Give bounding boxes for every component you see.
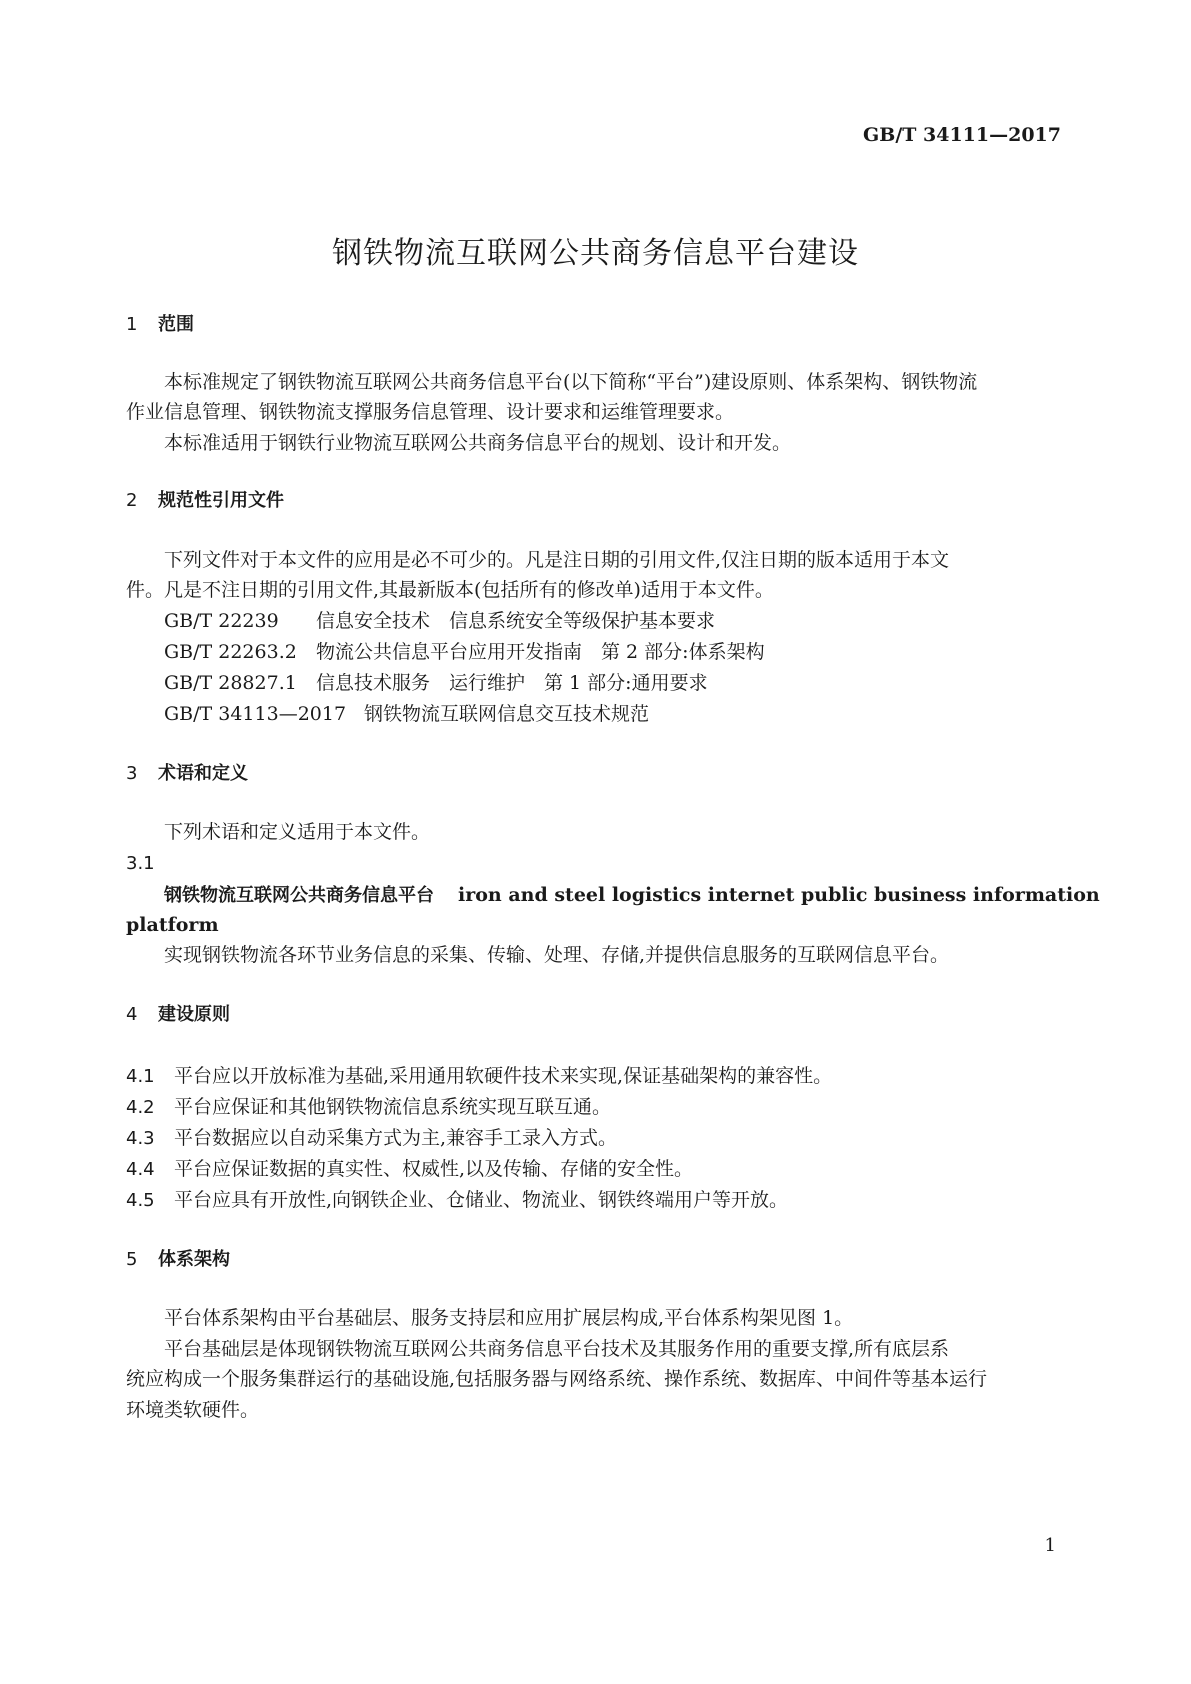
section-2-heading [126, 486, 284, 516]
section-title: 范围 [158, 314, 194, 335]
paragraph-line: 统应构成一个服务集群运行的基础设施,包括服务器与网络系统、操作系统、数据库、中间件等基本运行 [126, 1368, 988, 1390]
paragraph-line: 本标准规定了钢铁物流互联网公共商务信息平台(以下简称“平台”)建设原则、体系架构、钢铁物流 [164, 371, 978, 393]
clause-number: 4.4 [126, 1159, 155, 1180]
reference-code: GB/T 22263.2 [164, 641, 297, 663]
section-1-heading [126, 310, 194, 340]
paragraph-line: 环境类软硬件。 [126, 1399, 260, 1421]
clause-item [126, 1123, 617, 1154]
clause-text: 平台应以开放标准为基础,采用通用软硬件技术来实现,保证基础架构的兼容性。 [174, 1065, 833, 1087]
paragraph-line: 平台基础层是体现钢铁物流互联网公共商务信息平台技术及其服务作用的重要支撑,所有底层系 [164, 1338, 950, 1360]
clause-item [126, 1185, 788, 1216]
clause-item [126, 1061, 832, 1092]
reference-item [164, 606, 715, 636]
clause-number: 4.1 [126, 1066, 155, 1087]
clause-number: 4.2 [126, 1097, 155, 1118]
paragraph-line: 下列文件对于本文件的应用是必不可少的。凡是注日期的引用文件,仅注日期的版本适用于本文 [164, 549, 950, 571]
clause-number: 4.3 [126, 1128, 155, 1149]
reference-item [164, 637, 765, 667]
reference-title: 信息安全技术 信息系统安全等级保护基本要求 [316, 610, 716, 632]
clause-text: 平台应保证数据的真实性、权威性,以及传输、存储的安全性。 [174, 1158, 694, 1180]
term-number: 3.1 [126, 853, 155, 874]
page-number: 1 [1044, 1535, 1056, 1556]
term-english: iron and steel logistics internet public business information [458, 884, 1100, 906]
paragraph: 下列术语和定义适用于本文件。 [164, 821, 431, 843]
reference-title: 物流公共信息平台应用开发指南 第 2 部分:体系架构 [316, 641, 765, 663]
clause-text: 平台应保证和其他钢铁物流信息系统实现互联互通。 [174, 1096, 612, 1118]
section-5-heading [126, 1245, 230, 1275]
section-3-heading [126, 759, 248, 789]
clause-number: 4.5 [126, 1190, 155, 1211]
term-chinese: 钢铁物流互联网公共商务信息平台 [164, 885, 434, 906]
section-number: 5 [126, 1249, 138, 1270]
reference-item [164, 699, 649, 729]
section-title: 术语和定义 [158, 763, 248, 784]
reference-title: 信息技术服务 运行维护 第 1 部分:通用要求 [316, 672, 708, 694]
section-number: 3 [126, 763, 138, 784]
section-title: 建设原则 [158, 1004, 230, 1025]
section-number: 4 [126, 1004, 138, 1025]
reference-code: GB/T 22239 [164, 610, 279, 632]
clause-item [126, 1092, 611, 1123]
term-entry [164, 880, 1100, 911]
section-title: 体系架构 [158, 1249, 230, 1270]
reference-item [164, 668, 708, 698]
clause-item [126, 1154, 693, 1185]
clause-text: 平台应具有开放性,向钢铁企业、仓储业、物流业、钢铁终端用户等开放。 [174, 1189, 789, 1211]
paragraph-line: 作业信息管理、钢铁物流支撑服务信息管理、设计要求和运维管理要求。 [126, 401, 735, 423]
section-number: 2 [126, 490, 138, 511]
clause-text: 平台数据应以自动采集方式为主,兼容手工录入方式。 [174, 1127, 618, 1149]
term-definition: 实现钢铁物流各环节业务信息的采集、传输、处理、存储,并提供信息服务的互联网信息平台。 [164, 944, 950, 966]
section-4-heading [126, 1000, 230, 1030]
reference-title: 钢铁物流互联网信息交互技术规范 [364, 703, 650, 725]
paragraph-line: 件。凡是不注日期的引用文件,其最新版本(包括所有的修改单)适用于本文件。 [126, 579, 774, 601]
section-number: 1 [126, 314, 138, 335]
section-title: 规范性引用文件 [158, 490, 284, 511]
page-title: 钢铁物流互联网公共商务信息平台建设 [332, 236, 859, 271]
paragraph: 平台体系架构由平台基础层、服务支持层和应用扩展层构成,平台体系构架见图 1。 [164, 1307, 854, 1329]
standard-number: GB/T 34111—2017 [863, 124, 1061, 146]
paragraph: 本标准适用于钢铁行业物流互联网公共商务信息平台的规划、设计和开发。 [164, 432, 792, 454]
term-english-continued: platform [126, 914, 219, 936]
reference-code: GB/T 34113—2017 [164, 703, 347, 725]
reference-code: GB/T 28827.1 [164, 672, 297, 694]
